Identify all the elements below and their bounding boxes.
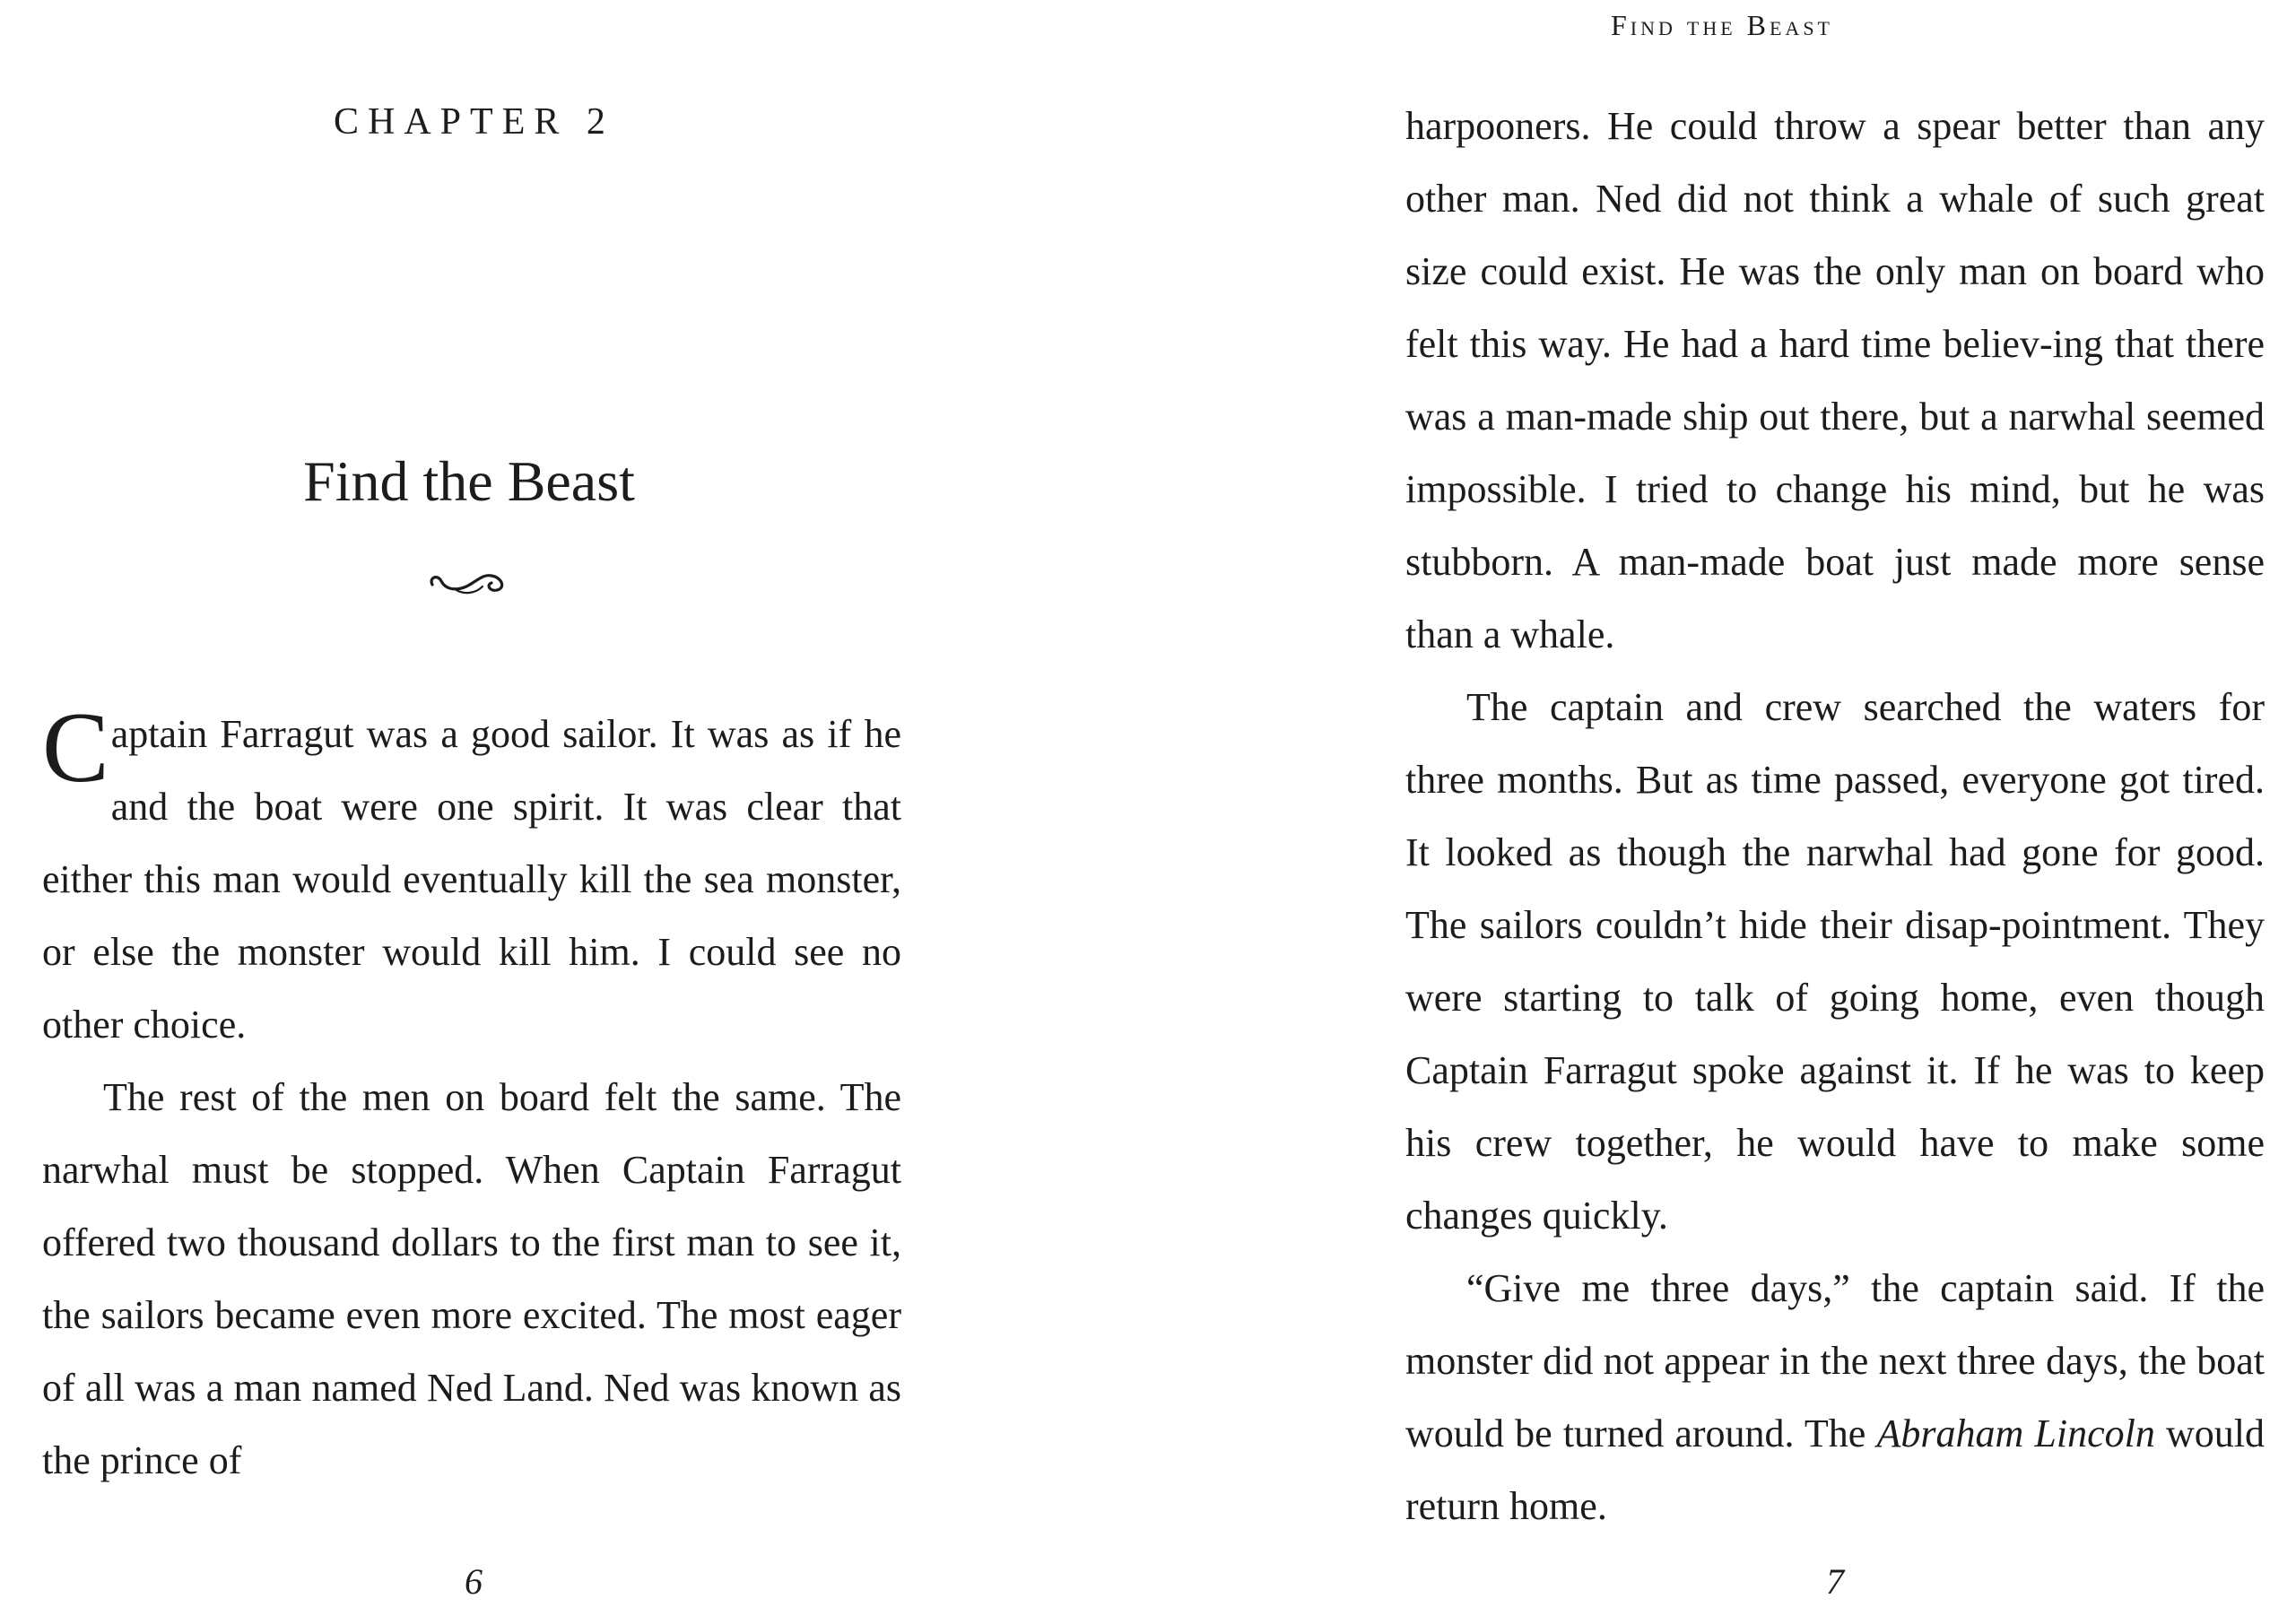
final-paragraph-text-start: “Give me three days,” the captain said. If the monster did not appear in the next three days, the boat would be turned around. The xyxy=(1405,1266,2265,1455)
chapter-label: CHAPTER 2 xyxy=(334,101,614,143)
left-body-text xyxy=(42,692,901,1497)
paragraph: The captain and crew searched the waters for three months. But as time passed, everyone got tired. It looked as though the narwhal had gone for good. The sailors couldn’t hide their disap-pointment. They were starting to talk of going home, even though Captain Farragut spoke against it. If he was to keep his crew together, he would have to make some changes quickly. xyxy=(1405,685,2265,1238)
right-body-text xyxy=(1405,90,2265,1542)
page-number-left: 6 xyxy=(465,1561,483,1602)
final-paragraph xyxy=(1405,1252,2265,1542)
drop-cap: C xyxy=(42,692,109,804)
chapter-title: Find the Beast xyxy=(303,449,635,513)
opening-paragraph xyxy=(42,692,901,1061)
right-page xyxy=(1148,0,2296,1607)
ship-name: Abraham Lincoln xyxy=(1876,1412,2155,1455)
opening-paragraph-text: aptain Farragut was a good sailor. It was as if he and the boat were one spirit. It was clear that either this man would eventually kill the sea monster, or else the monster would kill him. I could see no other choice. xyxy=(42,712,901,1047)
continued-paragraph: harpooners. He could throw a spear better than any other man. Ned did not think a whale of such great size could exist. He was the only man on board who felt this way. He had a hard time believ-ing that there was a man-made ship out there, but a narwhal seemed impossible. I tried to change his mind, but he was stubborn. A man-made boat just made more sense than a whale. xyxy=(1405,104,2265,656)
paragraph: The rest of the men on board felt the same. The narwhal must be stopped. When Captain Farragut offered two thousand dollars to the first man to see it, the sailors became even more excited. The most eager of all was a man named Ned Land. Ned was known as the prince of xyxy=(42,1075,901,1482)
page-number-right: 7 xyxy=(1826,1561,1844,1602)
final-paragraph-text-end: would return home. xyxy=(1405,1412,2265,1528)
flourish-ornament-icon xyxy=(427,565,511,601)
running-head: Find the Beast xyxy=(1610,9,1833,41)
